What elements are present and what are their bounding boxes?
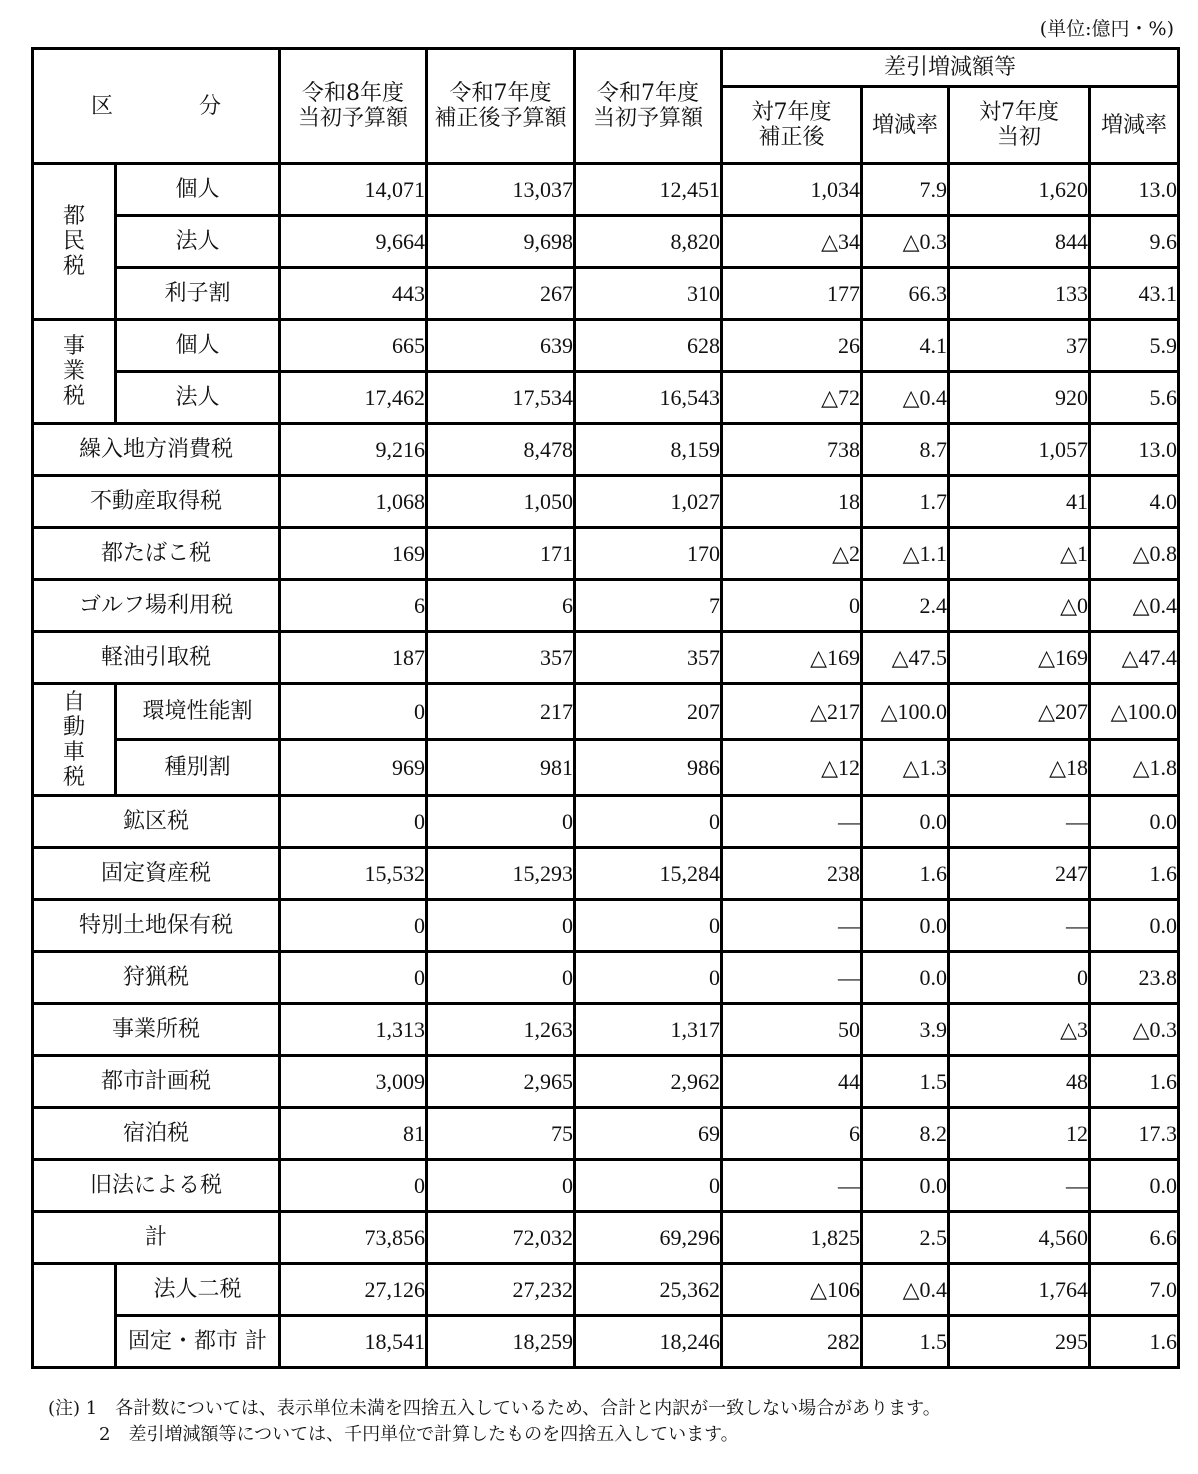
cell-diff-revised: △34 [722,216,862,268]
cell-diff-initial: 133 [949,268,1090,320]
cell-rate-revised: △0.4 [862,372,949,424]
header-diff-vs-initial [949,87,1090,164]
table-row [33,216,1179,268]
row-label: 狩猟税 [33,952,280,1004]
cell-r8: 187 [280,632,427,684]
cell-r8: 1,068 [280,476,427,528]
cell-rate-initial: 5.9 [1090,320,1179,372]
cell-diff-revised: △12 [722,740,862,796]
cell-diff-initial: 41 [949,476,1090,528]
header-category [33,49,280,164]
cell-rate-revised: 1.6 [862,848,949,900]
footnote-text: 2 差引増減額等については、千円単位で計算したものを四捨五入しています。 [99,1424,739,1445]
footnote-1 [48,1396,941,1422]
cell-r7-revised: 171 [427,528,575,580]
cell-r8: 81 [280,1108,427,1160]
header-line: 令和8年度 [302,81,404,106]
cell-diff-revised: 238 [722,848,862,900]
cell-rate-revised: 2.4 [862,580,949,632]
cell-diff-initial: △3 [949,1004,1090,1056]
header-line: 当初予算額 [592,106,703,131]
cell-rate-revised: 0.0 [862,900,949,952]
cell-r7-initial: 1,027 [575,476,722,528]
cell-r8: 3,009 [280,1056,427,1108]
cell-diff-revised: 177 [722,268,862,320]
cell-r7-revised: 15,293 [427,848,575,900]
header-line: 当初予算額 [297,106,408,131]
group-tomin-tax [33,164,116,320]
cell-r7-initial: 7 [575,580,722,632]
unit-label: (単位:億円・%) [1039,18,1174,40]
cell-r7-initial: 12,451 [575,164,722,216]
cell-rate-initial: 13.0 [1090,164,1179,216]
cell-diff-initial: 12 [949,1108,1090,1160]
cell-diff-revised: 738 [722,424,862,476]
group-char: 都 [62,204,85,229]
cell-diff-initial: — [949,796,1090,848]
cell-r7-initial: 18,246 [575,1316,722,1368]
cell-diff-revised: 18 [722,476,862,528]
cell-rate-revised: 0.0 [862,1160,949,1212]
cell-rate-initial: 13.0 [1090,424,1179,476]
cell-diff-revised: 1,825 [722,1212,862,1264]
cell-diff-initial: 844 [949,216,1090,268]
header-line: 補正後予算額 [434,106,567,131]
table-row [33,684,1179,740]
cell-diff-initial: 1,057 [949,424,1090,476]
header-category-bun: 分 [199,93,222,119]
cell-r7-initial: 8,159 [575,424,722,476]
cell-r7-revised: 75 [427,1108,575,1160]
cell-r8: 0 [280,684,427,740]
cell-r8: 73,856 [280,1212,427,1264]
group-jigyo-tax [33,320,116,424]
cell-rate-revised: 8.7 [862,424,949,476]
cell-r7-revised: 27,232 [427,1264,575,1316]
cell-r7-revised: 9,698 [427,216,575,268]
group-char: 税 [62,764,85,790]
row-label: 都市計画税 [33,1056,280,1108]
cell-r7-initial: 628 [575,320,722,372]
row-label-total: 計 [33,1212,280,1264]
cell-diff-initial: 1,620 [949,164,1090,216]
cell-r8: 9,664 [280,216,427,268]
row-label: 不動産取得税 [33,476,280,528]
row-label: 個人 [116,164,280,216]
row-label: 鉱区税 [33,796,280,848]
cell-r7-revised: 18,259 [427,1316,575,1368]
footnotes [48,1396,941,1448]
row-label: 固定・都市 計 [116,1316,280,1368]
cell-rate-initial: 9.6 [1090,216,1179,268]
cell-rate-initial: 6.6 [1090,1212,1179,1264]
footnote-prefix: (注) [48,1398,81,1419]
row-label: 固定資産税 [33,848,280,900]
cell-r8: 9,216 [280,424,427,476]
cell-diff-initial: 247 [949,848,1090,900]
cell-rate-initial: 1.6 [1090,1316,1179,1368]
cell-diff-revised: △217 [722,684,862,740]
row-label: 環境性能割 [116,684,280,740]
tax-revenue-table [31,47,1180,1369]
table-row [33,1004,1179,1056]
cell-r7-initial: 357 [575,632,722,684]
cell-rate-revised: △0.3 [862,216,949,268]
row-label: 種別割 [116,740,280,796]
cell-rate-revised: 66.3 [862,268,949,320]
header-r8-initial [280,49,427,164]
row-label: 法人 [116,372,280,424]
cell-r7-revised: 0 [427,952,575,1004]
cell-rate-initial: 4.0 [1090,476,1179,528]
cell-r8: 443 [280,268,427,320]
cell-r7-initial: 15,284 [575,848,722,900]
header-line: 対7年度 [751,100,832,125]
cell-rate-revised: 8.2 [862,1108,949,1160]
cell-rate-revised: 1.5 [862,1316,949,1368]
header-r7-revised [427,49,575,164]
cell-r7-initial: 0 [575,900,722,952]
table-row [33,528,1179,580]
cell-r8: 0 [280,952,427,1004]
cell-rate-revised: 4.1 [862,320,949,372]
cell-rate-revised: 1.7 [862,476,949,528]
cell-r8: 6 [280,580,427,632]
cell-r7-revised: 981 [427,740,575,796]
header-line: 補正後 [758,125,825,150]
cell-r7-revised: 8,478 [427,424,575,476]
cell-diff-revised: 26 [722,320,862,372]
cell-rate-revised: 3.9 [862,1004,949,1056]
cell-rate-revised: 7.9 [862,164,949,216]
cell-rate-initial: △0.3 [1090,1004,1179,1056]
cell-r7-revised: 639 [427,320,575,372]
cell-r7-revised: 217 [427,684,575,740]
header-r7-initial [575,49,722,164]
cell-diff-initial: — [949,900,1090,952]
row-label: 繰入地方消費税 [33,424,280,476]
group-char: 自 [62,689,85,715]
cell-r7-initial: 310 [575,268,722,320]
header-line: 当初 [996,125,1041,150]
cell-diff-initial: 295 [949,1316,1090,1368]
cell-diff-revised: △72 [722,372,862,424]
cell-rate-initial: △1.8 [1090,740,1179,796]
table-row [33,1108,1179,1160]
row-label: 都たばこ税 [33,528,280,580]
table-row [33,580,1179,632]
group-char: 税 [62,254,85,279]
cell-rate-revised: △1.1 [862,528,949,580]
cell-diff-initial: △1 [949,528,1090,580]
row-label: 軽油引取税 [33,632,280,684]
cell-r7-revised: 0 [427,900,575,952]
group-jidosha-tax [33,684,116,796]
row-label: 法人二税 [116,1264,280,1316]
cell-diff-revised: — [722,900,862,952]
cell-r7-initial: 170 [575,528,722,580]
cell-r7-initial: 69 [575,1108,722,1160]
cell-rate-revised: 2.5 [862,1212,949,1264]
cell-diff-initial: △207 [949,684,1090,740]
cell-r7-initial: 16,543 [575,372,722,424]
cell-rate-revised: 0.0 [862,796,949,848]
cell-r8: 27,126 [280,1264,427,1316]
cell-r8: 15,532 [280,848,427,900]
cell-rate-initial: 7.0 [1090,1264,1179,1316]
table-row [33,952,1179,1004]
cell-rate-initial: △0.8 [1090,528,1179,580]
table-row [33,632,1179,684]
cell-r8: 14,071 [280,164,427,216]
cell-diff-initial: 37 [949,320,1090,372]
table-row [33,372,1179,424]
cell-rate-revised: △100.0 [862,684,949,740]
cell-diff-revised: — [722,796,862,848]
cell-diff-initial: 4,560 [949,1212,1090,1264]
cell-r8: 1,313 [280,1004,427,1056]
cell-rate-initial: 0.0 [1090,796,1179,848]
cell-rate-revised: 0.0 [862,952,949,1004]
cell-diff-revised: 44 [722,1056,862,1108]
cell-rate-initial: 1.6 [1090,848,1179,900]
group-char: 税 [62,384,85,409]
cell-r7-revised: 13,037 [427,164,575,216]
cell-r7-initial: 0 [575,952,722,1004]
cell-rate-initial: 17.3 [1090,1108,1179,1160]
cell-rate-revised: △0.4 [862,1264,949,1316]
cell-rate-initial: 0.0 [1090,900,1179,952]
cell-rate-revised: △47.5 [862,632,949,684]
cell-r7-revised: 17,534 [427,372,575,424]
cell-diff-initial: 0 [949,952,1090,1004]
cell-diff-revised: △106 [722,1264,862,1316]
cell-r7-initial: 8,820 [575,216,722,268]
cell-diff-initial: △0 [949,580,1090,632]
table-row [33,740,1179,796]
cell-r8: 665 [280,320,427,372]
cell-rate-initial: △47.4 [1090,632,1179,684]
cell-r7-initial: 986 [575,740,722,796]
cell-r8: 969 [280,740,427,796]
table-row [33,320,1179,372]
row-label: 法人 [116,216,280,268]
table-row [33,796,1179,848]
group-char: 事 [62,334,85,359]
group-subtotal-blank [33,1264,116,1368]
header-diff-group: 差引増減額等 [722,49,1179,87]
cell-r8: 169 [280,528,427,580]
header-rate-1: 増減率 [862,87,949,164]
cell-r7-revised: 6 [427,580,575,632]
cell-r7-revised: 72,032 [427,1212,575,1264]
cell-diff-initial: — [949,1160,1090,1212]
cell-diff-initial: △18 [949,740,1090,796]
row-label: 事業所税 [33,1004,280,1056]
cell-r8: 18,541 [280,1316,427,1368]
cell-rate-initial: 43.1 [1090,268,1179,320]
cell-r7-initial: 69,296 [575,1212,722,1264]
cell-diff-initial: △169 [949,632,1090,684]
row-label: 旧法による税 [33,1160,280,1212]
cell-diff-revised: — [722,1160,862,1212]
table-row [33,268,1179,320]
cell-rate-initial: △0.4 [1090,580,1179,632]
cell-r8: 0 [280,796,427,848]
cell-r7-initial: 0 [575,1160,722,1212]
cell-r7-revised: 0 [427,796,575,848]
cell-r7-initial: 207 [575,684,722,740]
table-row [33,1264,1179,1316]
cell-rate-initial: 1.6 [1090,1056,1179,1108]
table-row [33,476,1179,528]
table-row [33,424,1179,476]
table-row [33,164,1179,216]
cell-r7-initial: 25,362 [575,1264,722,1316]
row-label: 利子割 [116,268,280,320]
cell-diff-revised: △2 [722,528,862,580]
header-row-1 [33,49,1179,87]
cell-rate-initial: 23.8 [1090,952,1179,1004]
cell-r7-initial: 2,962 [575,1056,722,1108]
cell-r7-revised: 1,263 [427,1004,575,1056]
cell-diff-revised: — [722,952,862,1004]
table-row [33,1160,1179,1212]
cell-r8: 0 [280,900,427,952]
group-char: 民 [62,229,85,254]
cell-r7-initial: 1,317 [575,1004,722,1056]
table-row [33,1056,1179,1108]
header-category-ku: 区 [90,93,113,119]
cell-r7-initial: 0 [575,796,722,848]
cell-diff-initial: 920 [949,372,1090,424]
cell-diff-revised: 50 [722,1004,862,1056]
cell-diff-revised: 6 [722,1108,862,1160]
cell-diff-initial: 1,764 [949,1264,1090,1316]
cell-diff-revised: △169 [722,632,862,684]
row-label: ゴルフ場利用税 [33,580,280,632]
table-row [33,848,1179,900]
cell-diff-initial: 48 [949,1056,1090,1108]
row-label: 特別土地保有税 [33,900,280,952]
cell-rate-initial: △100.0 [1090,684,1179,740]
group-char: 動 [62,714,85,740]
cell-r7-revised: 1,050 [427,476,575,528]
table-row [33,900,1179,952]
cell-rate-revised: 1.5 [862,1056,949,1108]
cell-r8: 17,462 [280,372,427,424]
cell-rate-initial: 0.0 [1090,1160,1179,1212]
cell-r7-revised: 0 [427,1160,575,1212]
header-line: 対7年度 [979,100,1059,125]
header-rate-2: 増減率 [1090,87,1179,164]
cell-r7-revised: 267 [427,268,575,320]
cell-diff-revised: 0 [722,580,862,632]
header-line: 令和7年度 [597,81,699,106]
cell-r8: 0 [280,1160,427,1212]
cell-diff-revised: 282 [722,1316,862,1368]
header-line: 令和7年度 [449,81,552,106]
group-char: 車 [62,739,85,765]
footnote-2 [48,1422,941,1448]
total-row [33,1212,1179,1264]
cell-rate-initial: 5.6 [1090,372,1179,424]
cell-diff-revised: 1,034 [722,164,862,216]
header-diff-vs-revised [722,87,862,164]
footnote-text: 1 各計数については、表示単位未満を四捨五入しているため、合計と内訳が一致しない場合があります。 [85,1398,941,1419]
group-char: 業 [62,359,85,384]
table-row [33,1316,1179,1368]
cell-r7-revised: 2,965 [427,1056,575,1108]
cell-rate-revised: △1.3 [862,740,949,796]
cell-r7-revised: 357 [427,632,575,684]
row-label: 宿泊税 [33,1108,280,1160]
row-label: 個人 [116,320,280,372]
